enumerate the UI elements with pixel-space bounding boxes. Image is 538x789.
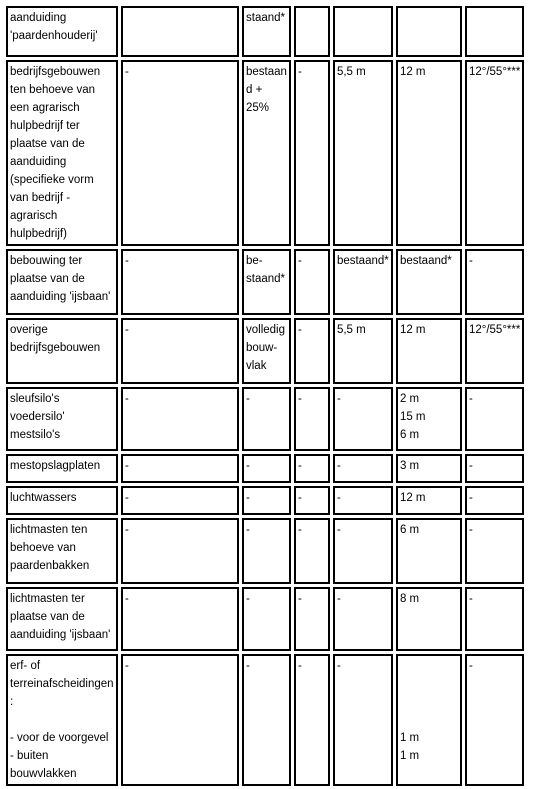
table-cell: - bbox=[333, 654, 393, 786]
row-label-cell: lichtmasten ter plaatse van de aanduiding 'ijsbaan' bbox=[6, 587, 118, 651]
table-cell: - bbox=[242, 654, 291, 786]
table-cell: 8 m bbox=[396, 587, 462, 651]
table-cell: - bbox=[333, 454, 393, 483]
table-cell: - bbox=[294, 518, 330, 584]
table-cell: - bbox=[333, 486, 393, 515]
table-cell: - bbox=[121, 249, 239, 315]
row-label-heading: erf- of terreinafscheidingen : bbox=[10, 660, 114, 708]
table-cell: - bbox=[294, 60, 330, 246]
table-cell: 12 m bbox=[396, 318, 462, 384]
table-cell: 12°/55°*** bbox=[465, 318, 524, 384]
row-label-cell: luchtwassers bbox=[6, 486, 118, 515]
table-cell: - bbox=[121, 654, 239, 786]
row-label-cell bbox=[6, 654, 118, 786]
row-label-cell: lichtmasten ten behoeve van paardenbakken bbox=[6, 518, 118, 584]
table-cell: - bbox=[294, 587, 330, 651]
table-cell: - bbox=[121, 387, 239, 451]
table-cell bbox=[121, 6, 239, 57]
table-row bbox=[6, 318, 524, 384]
table-cell: bestaand* bbox=[396, 249, 462, 315]
table-row bbox=[6, 654, 524, 786]
table-cell: 12°/55°*** bbox=[465, 60, 524, 246]
table-cell: - bbox=[121, 318, 239, 384]
table-cell: - bbox=[465, 454, 524, 483]
row-label-cell: aanduiding 'paardenhouderij' bbox=[6, 6, 118, 57]
row-label-cell: bebouwing ter plaatse van de aanduiding 'ijsbaan' bbox=[6, 249, 118, 315]
row-label-cell: bedrijfsgebouwen ten behoeve van een agrarisch hulpbedrijf ter plaatse van de aanduiding (specifieke vorm van bedrijf - agrarisch hulpbedrijf) bbox=[6, 60, 118, 246]
table-cell: volledig bouw- vlak bbox=[242, 318, 291, 384]
table-row bbox=[6, 587, 524, 651]
table-row bbox=[6, 454, 524, 483]
table-cell: - bbox=[242, 518, 291, 584]
table-cell: 6 m bbox=[396, 518, 462, 584]
table-cell: - bbox=[465, 486, 524, 515]
table-cell: - bbox=[294, 654, 330, 786]
table-row bbox=[6, 6, 524, 57]
table-cell: - bbox=[242, 387, 291, 451]
table-cell: - bbox=[465, 654, 524, 786]
table-cell: 3 m bbox=[396, 454, 462, 483]
row-label-cell: mestopslagplaten bbox=[6, 454, 118, 483]
table-cell: - bbox=[333, 387, 393, 451]
row-label-cell: overige bedrijfsgebouwen bbox=[6, 318, 118, 384]
table-cell: - bbox=[294, 454, 330, 483]
table-cell bbox=[396, 6, 462, 57]
table-cell: - bbox=[121, 454, 239, 483]
table-cell: - bbox=[242, 454, 291, 483]
table-cell: staand* bbox=[242, 6, 291, 57]
table-cell: - bbox=[294, 486, 330, 515]
table-cell: - bbox=[121, 486, 239, 515]
table-cell: 5,5 m bbox=[333, 60, 393, 246]
cell-top bbox=[400, 657, 458, 729]
row-label-sublist: - voor de voorgevel - buiten bouwvlakken bbox=[10, 732, 109, 780]
row-label-cell: sleufsilo's voedersilo' mestsilo's bbox=[6, 387, 118, 451]
table-cell: - bbox=[333, 518, 393, 584]
table-cell: - bbox=[465, 249, 524, 315]
table-cell: bestaan d + 25% bbox=[242, 60, 291, 246]
table-row bbox=[6, 518, 524, 584]
table-cell: - bbox=[294, 387, 330, 451]
table-cell: - bbox=[294, 249, 330, 315]
table-cell: 12 m bbox=[396, 60, 462, 246]
table-cell: be- staand* bbox=[242, 249, 291, 315]
table-cell: - bbox=[242, 587, 291, 651]
table-cell bbox=[396, 654, 462, 786]
cell-bottom: 1 m 1 m bbox=[399, 732, 420, 762]
table-cell: - bbox=[465, 518, 524, 584]
table-cell: - bbox=[121, 587, 239, 651]
table-cell: - bbox=[294, 318, 330, 384]
table-cell: - bbox=[121, 60, 239, 246]
table-row bbox=[6, 486, 524, 515]
table-cell: 12 m bbox=[396, 486, 462, 515]
table-cell: - bbox=[465, 587, 524, 651]
table-cell: - bbox=[242, 486, 291, 515]
table-cell: - bbox=[121, 518, 239, 584]
table-cell: - bbox=[465, 387, 524, 451]
table-cell: 2 m 15 m 6 m bbox=[396, 387, 462, 451]
table-cell bbox=[294, 6, 330, 57]
table-row bbox=[6, 60, 524, 246]
table-row bbox=[6, 387, 524, 451]
table-cell bbox=[465, 6, 524, 57]
regulations-table bbox=[3, 3, 527, 789]
table-row bbox=[6, 249, 524, 315]
table-cell bbox=[333, 6, 393, 57]
table-cell: 5,5 m bbox=[333, 318, 393, 384]
table-cell: bestaand* bbox=[333, 249, 393, 315]
table-cell: - bbox=[333, 587, 393, 651]
